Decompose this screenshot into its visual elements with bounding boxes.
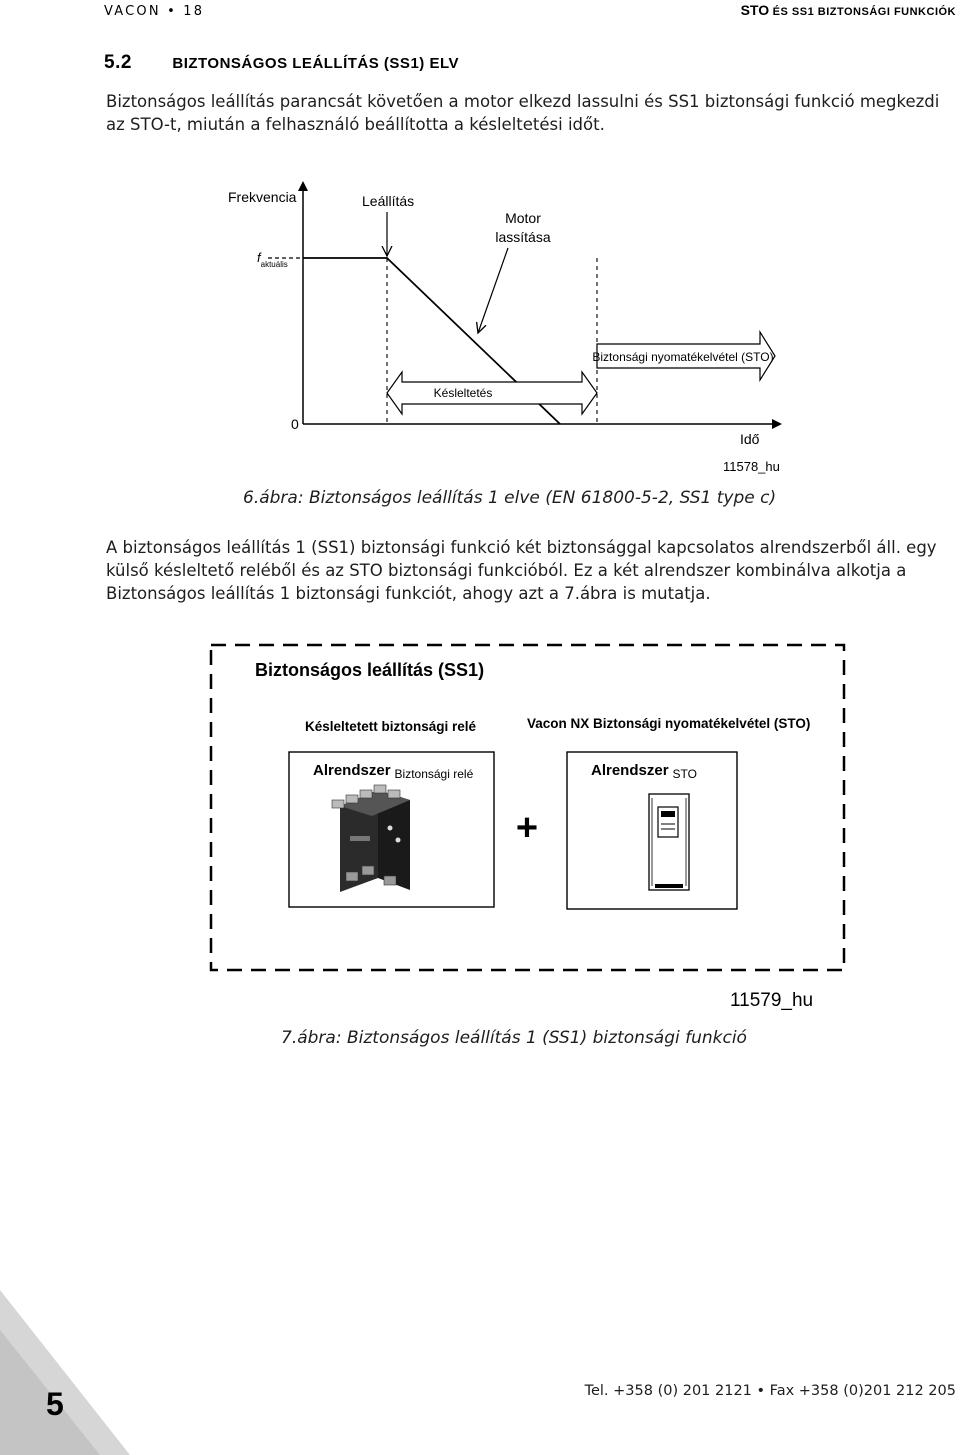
ss1-timing-diagram (0, 160, 960, 490)
figure6-caption: 6.ábra: Biztonságos leállítás 1 elve (EN 61800-5-2, SS1 type c) (243, 488, 777, 508)
right-heading: Vacon NX Biztonsági nyomatékelvétel (STO) (527, 716, 811, 731)
page-corner-tab (0, 1290, 130, 1455)
section-title (104, 52, 459, 74)
header-sto: STO (740, 2, 770, 18)
footer-contact: Tel. +358 (0) 201 2121 • Fax +358 (0)201 212 205 (584, 1383, 956, 1399)
f-aktualis-label (257, 250, 288, 269)
f-symbol: f (257, 250, 261, 265)
sto-subsystem-sub: STO (672, 767, 697, 781)
relay-subsystem-sub: Biztonsági relé (394, 767, 474, 781)
section-title-text: BIZTONSÁGOS LEÁLLÍTÁS (SS1) ELV (172, 55, 460, 72)
sto-subsystem-main: Alrendszer (591, 762, 669, 779)
plus-sign: + (515, 807, 539, 849)
vacon-drive-picture (649, 794, 689, 890)
motor-label-line1: Motor (505, 210, 541, 226)
running-header-left: VACON • 18 (104, 4, 205, 19)
delay-label: Késleltetés (433, 386, 493, 400)
origin-label: 0 (291, 416, 299, 432)
left-heading: Késleltetett biztonsági relé (305, 719, 477, 734)
stop-label: Leállítás (362, 193, 415, 209)
relay-subsystem-main: Alrendszer (313, 762, 391, 779)
intro-paragraph: Biztonságos leállítás parancsát követően a motor elkezd lassulni és SS1 biztonsági funkció megkezdi az STO-t, miután a felhasználó beállította a késleltetési időt. (106, 92, 940, 134)
safety-relay-picture (332, 785, 410, 892)
sto-label: Biztonsági nyomatékelvétel (STO) (592, 350, 774, 364)
page-number: 5 (46, 1386, 64, 1422)
motor-label-line2: lassítása (495, 229, 551, 245)
f-subscript: aktuális (260, 260, 288, 269)
block-diagram-title: Biztonságos leállítás (SS1) (255, 660, 485, 680)
x-axis-label: Idő (740, 431, 760, 447)
header-rest: ÉS SS1 BIZTONSÁGI FUNKCIÓK (769, 6, 956, 18)
figure6-code: 11578_hu (723, 459, 780, 474)
figure7-code: 11579_hu (730, 990, 814, 1011)
y-axis-label: Frekvencia (228, 189, 297, 205)
running-header-right (741, 2, 956, 18)
motor-slowdown-arrow (478, 248, 508, 333)
ss1-block-diagram (0, 630, 960, 1020)
section-number: 5.2 (104, 52, 132, 73)
figure7-caption: 7.ábra: Biztonságos leállítás 1 (SS1) biztonsági funkció (281, 1028, 747, 1048)
body-paragraph: A biztonságos leállítás 1 (SS1) biztonsági funkció két biztonsággal kapcsolatos alrendszerből áll. egy külső késleltető reléből és az STO biztonsági funkcióból. Ez a két alrendszer kombinálva alkotja a Biztonságos leállítás 1 biztonsági funkciót, ahogy azt a 7.ábra is mutatja. (106, 538, 937, 603)
